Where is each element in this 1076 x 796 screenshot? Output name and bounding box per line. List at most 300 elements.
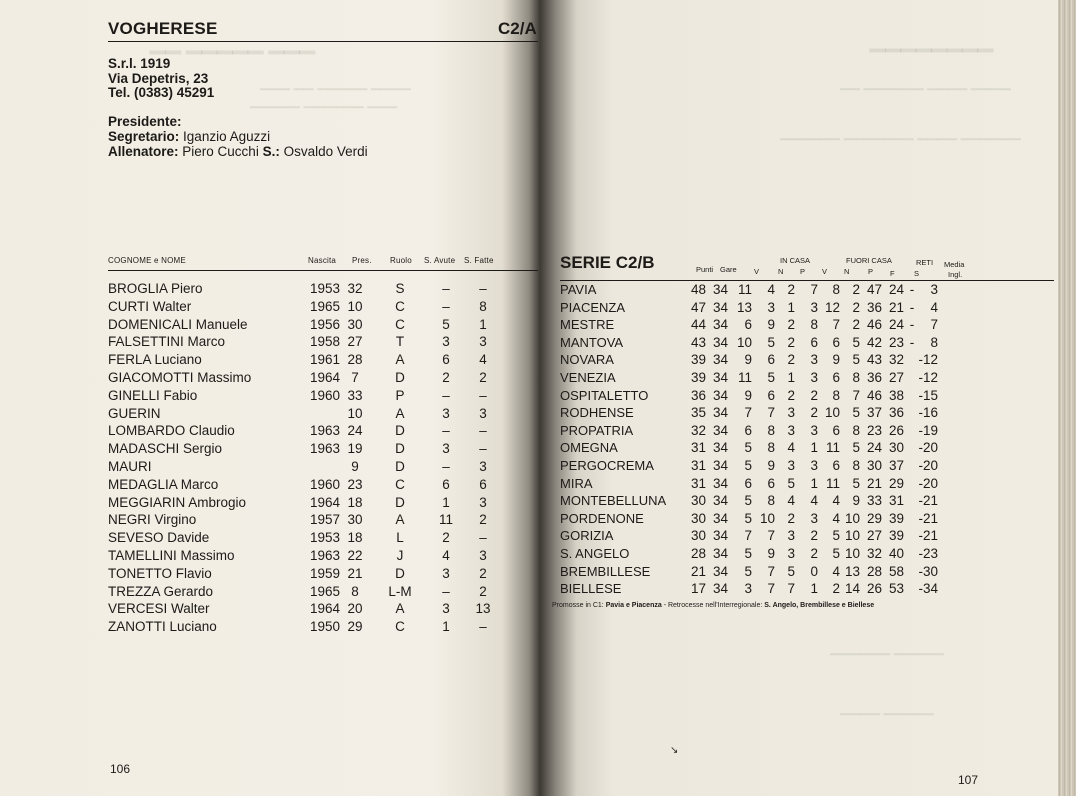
player-goals-for: 3 xyxy=(479,458,487,474)
team-games: 34 xyxy=(712,528,728,544)
media-inglese: -19 xyxy=(918,422,938,438)
player-appearances: 18 xyxy=(347,530,363,546)
player-appearances: 33 xyxy=(347,387,363,403)
player-name: MAURI xyxy=(108,458,152,474)
team-points: 39 xyxy=(690,352,706,368)
player-birth-year: 1964 xyxy=(310,369,341,385)
player-name: GUERIN xyxy=(108,405,161,421)
player-goals-against: 6 xyxy=(442,476,450,492)
home-draws: 4 xyxy=(767,282,775,297)
away-losses: 7 xyxy=(852,387,860,403)
away-wins: 7 xyxy=(810,282,818,297)
standings-row xyxy=(560,580,1060,598)
team-games: 34 xyxy=(712,317,728,333)
header-role: Ruolo xyxy=(390,256,412,265)
goals-for: 23 xyxy=(866,422,882,438)
team-games: 34 xyxy=(712,299,728,315)
player-role: T xyxy=(395,334,405,350)
bleed-through-text: ▁▁▁ ▁▁▁▁▁ ▁▁ xyxy=(150,32,315,54)
home-draws: 5 xyxy=(767,369,775,385)
home-losses: 5 xyxy=(787,475,795,491)
team-games: 34 xyxy=(712,475,728,491)
player-goals-for: – xyxy=(479,619,487,635)
away-wins: 2 xyxy=(810,545,818,561)
away-draws: 11 xyxy=(825,440,840,456)
away-losses: 5 xyxy=(852,440,860,456)
player-goals-for: 2 xyxy=(479,565,487,581)
player-row xyxy=(108,529,538,547)
team-name: PAVIA xyxy=(560,282,597,297)
team-points: 36 xyxy=(690,387,706,403)
media-inglese: -16 xyxy=(918,405,938,421)
player-goals-against: 1 xyxy=(442,494,450,510)
player-name: TREZZA Gerardo xyxy=(108,583,214,599)
home-draws: 6 xyxy=(767,387,775,403)
media-dash: - xyxy=(909,317,915,333)
away-draws: 4 xyxy=(832,493,840,509)
away-losses: 9 xyxy=(852,493,860,509)
away-wins: 3 xyxy=(810,422,818,438)
player-goals-for: 3 xyxy=(479,405,487,421)
goals-for: 29 xyxy=(866,510,882,526)
goals-against: 53 xyxy=(888,581,904,597)
away-draws: 8 xyxy=(832,387,840,403)
player-role: A xyxy=(395,405,405,421)
away-wins: 2 xyxy=(810,528,818,544)
away-losses: 5 xyxy=(852,475,860,491)
player-role: A xyxy=(395,601,405,617)
player-goals-against: 3 xyxy=(442,334,450,350)
away-draws: 6 xyxy=(832,457,840,473)
team-games: 34 xyxy=(712,422,728,438)
player-birth-year: 1963 xyxy=(310,423,341,439)
page-edges xyxy=(1058,0,1076,796)
away-losses: 10 xyxy=(844,510,860,526)
standings-row xyxy=(560,510,1060,528)
away-draws: 6 xyxy=(832,334,840,350)
away-losses: 5 xyxy=(852,352,860,368)
player-appearances: 7 xyxy=(351,369,359,385)
player-name: VERCESI Walter xyxy=(108,601,210,617)
team-name: OMEGNA xyxy=(560,440,618,456)
goals-against: 27 xyxy=(888,369,904,385)
media-inglese: -15 xyxy=(918,387,938,403)
player-role: S xyxy=(395,281,405,296)
player-goals-against: 5 xyxy=(442,316,450,332)
home-draws: 9 xyxy=(767,317,775,333)
team-games: 34 xyxy=(712,493,728,509)
team-games: 34 xyxy=(712,405,728,421)
team-points: 28 xyxy=(690,545,706,561)
away-losses: 10 xyxy=(844,528,860,544)
team-name: MONTEBELLUNA xyxy=(560,493,667,509)
goals-for: 43 xyxy=(866,352,882,368)
player-name: GINELLI Fabio xyxy=(108,387,198,403)
team-points: 30 xyxy=(690,528,706,544)
away-losses: 14 xyxy=(844,581,860,597)
home-draws: 7 xyxy=(767,405,775,421)
player-role: A xyxy=(395,512,405,528)
home-losses: 2 xyxy=(787,282,795,297)
player-birth-year: 1959 xyxy=(310,565,341,581)
away-draws: 5 xyxy=(832,528,840,544)
home-draws: 6 xyxy=(767,352,775,368)
away-wins: 3 xyxy=(810,352,818,368)
team-name: BIELLESE xyxy=(560,581,622,597)
footnote-lead: Promosse in C1: xyxy=(552,602,604,609)
goals-against: 23 xyxy=(888,334,904,350)
home-draws: 7 xyxy=(767,563,775,579)
player-goals-for: 8 xyxy=(479,298,487,314)
player-name: FALSETTINI Marco xyxy=(108,334,226,350)
team-name: S. ANGELO xyxy=(560,545,630,561)
player-goals-against: – xyxy=(442,583,450,599)
away-losses: 2 xyxy=(852,282,860,297)
away-draws: 9 xyxy=(832,352,840,368)
bleed-through-text: ▁▁▁▁▁▁▁▁ xyxy=(870,30,994,52)
team-games: 34 xyxy=(712,545,728,561)
header-goals-for: S. Fatte xyxy=(464,256,494,265)
player-role: D xyxy=(395,441,405,457)
header-rule xyxy=(108,41,538,42)
goals-against: 40 xyxy=(888,545,904,561)
team-games: 34 xyxy=(712,510,728,526)
player-appearances: 30 xyxy=(347,512,363,528)
coach-label: Allenatore: xyxy=(108,144,179,159)
away-losses: 5 xyxy=(852,334,860,350)
home-wins: 5 xyxy=(744,440,752,456)
player-role: J xyxy=(396,547,404,563)
standings-row xyxy=(560,439,1060,457)
player-goals-for: – xyxy=(479,441,487,457)
team-points: 35 xyxy=(690,405,706,421)
player-goals-for: 2 xyxy=(479,583,487,599)
player-goals-against: – xyxy=(442,423,450,439)
bleed-through-text: ▁▁▁▁▁ ▁▁▁▁▁▁ xyxy=(830,640,944,655)
club-phone: Tel. (0383) 45291 xyxy=(108,85,215,100)
media-inglese: 7 xyxy=(930,317,938,333)
goals-against: 32 xyxy=(888,352,904,368)
player-role: L-M xyxy=(388,583,412,599)
team-name: PIACENZA xyxy=(560,299,626,315)
home-losses: 1 xyxy=(787,299,795,315)
player-role: D xyxy=(395,369,405,385)
goals-against: 21 xyxy=(888,299,904,315)
player-name: MEDAGLIA Marco xyxy=(108,476,219,492)
home-losses: 7 xyxy=(787,581,795,597)
player-birth-year: 1965 xyxy=(310,583,341,599)
header-gare: Gare xyxy=(720,265,737,274)
player-goals-against: 3 xyxy=(442,565,450,581)
goals-for: 42 xyxy=(866,334,882,350)
home-losses: 2 xyxy=(787,510,795,526)
player-goals-for: 4 xyxy=(479,352,487,368)
home-draws: 10 xyxy=(759,510,775,526)
team-name: MIRA xyxy=(560,475,593,491)
player-row xyxy=(108,440,538,458)
team-points: 30 xyxy=(690,510,706,526)
player-birth-year: 1964 xyxy=(310,494,341,510)
goals-against: 58 xyxy=(888,563,904,579)
home-wins: 11 xyxy=(737,282,752,297)
home-losses: 4 xyxy=(787,440,795,456)
team-games: 34 xyxy=(712,581,728,597)
player-goals-for: – xyxy=(479,387,487,403)
player-role: D xyxy=(395,458,405,474)
player-appearances: 20 xyxy=(347,601,363,617)
away-losses: 2 xyxy=(852,317,860,333)
player-goals-against: 3 xyxy=(442,405,450,421)
away-draws: 7 xyxy=(832,317,840,333)
home-losses: 2 xyxy=(787,352,795,368)
player-appearances: 19 xyxy=(347,441,363,457)
team-points: 32 xyxy=(690,422,706,438)
home-losses: 2 xyxy=(787,387,795,403)
team-name: OSPITALETTO xyxy=(560,387,649,403)
footnote-promoted: Pavia e Piacenza xyxy=(605,602,662,609)
player-row xyxy=(108,547,538,565)
player-birth-year: 1958 xyxy=(310,334,341,350)
player-goals-for: 3 xyxy=(479,334,487,350)
secretary-label: Segretario: xyxy=(108,129,180,144)
player-name: TAMELLINI Massimo xyxy=(108,547,235,563)
player-row xyxy=(108,351,538,369)
home-draws: 7 xyxy=(767,581,775,597)
home-losses: 2 xyxy=(787,317,795,333)
goals-against: 29 xyxy=(888,475,904,491)
player-role: C xyxy=(395,476,405,492)
player-row xyxy=(108,316,538,334)
player-row xyxy=(108,600,538,618)
header-goals-s: S xyxy=(914,269,920,278)
footnote-relegated: S. Angelo, Brembillese e Biellese xyxy=(764,602,875,609)
home-wins: 6 xyxy=(744,475,752,491)
media-inglese: -30 xyxy=(918,563,938,579)
standings-row xyxy=(560,351,1060,369)
home-draws: 3 xyxy=(767,299,775,315)
goals-for: 46 xyxy=(866,387,882,403)
secretary-value: Iganzio Aguzzi xyxy=(183,129,271,144)
away-losses: 8 xyxy=(852,457,860,473)
goals-for: 28 xyxy=(866,563,882,579)
player-birth-year: 1963 xyxy=(310,547,341,563)
header-away-n: N xyxy=(844,267,850,276)
second-coach-value: Osvaldo Verdi xyxy=(283,144,368,159)
team-name: NOVARA xyxy=(560,352,614,368)
home-losses: 3 xyxy=(787,457,795,473)
away-losses: 2 xyxy=(852,299,860,315)
player-role: C xyxy=(395,298,405,314)
goals-against: 39 xyxy=(888,528,904,544)
goals-for: 26 xyxy=(866,581,882,597)
away-wins: 1 xyxy=(810,475,818,491)
player-appearances: 29 xyxy=(347,619,363,635)
goals-for: 21 xyxy=(866,475,882,491)
home-losses: 5 xyxy=(787,563,795,579)
player-name: BROGLIA Piero xyxy=(108,281,203,296)
standings-row xyxy=(560,492,1060,510)
team-name: PERGOCREMA xyxy=(560,457,654,473)
player-birth-year: 1953 xyxy=(310,281,341,296)
team-games: 34 xyxy=(712,282,728,297)
media-inglese: -21 xyxy=(918,493,938,509)
home-losses: 1 xyxy=(787,369,795,385)
player-row xyxy=(108,583,538,601)
away-losses: 8 xyxy=(852,369,860,385)
player-row xyxy=(108,298,538,316)
player-name: LOMBARDO Claudio xyxy=(108,423,235,439)
roster-rule xyxy=(108,270,538,271)
away-draws: 4 xyxy=(832,510,840,526)
player-appearances: 18 xyxy=(347,494,363,510)
bleed-through-text: ▁▁▁▁▁ ▁▁▁▁ xyxy=(840,700,934,715)
player-birth-year: 1963 xyxy=(310,441,341,457)
away-losses: 13 xyxy=(844,563,860,579)
team-games: 34 xyxy=(712,440,728,456)
player-role: L xyxy=(396,530,404,546)
player-goals-against: 3 xyxy=(442,441,450,457)
home-draws: 9 xyxy=(767,545,775,561)
player-appearances: 10 xyxy=(347,298,363,314)
player-appearances: 28 xyxy=(347,352,363,368)
away-wins: 8 xyxy=(810,317,818,333)
home-wins: 3 xyxy=(744,581,752,597)
second-coach-label: S.: xyxy=(262,144,280,159)
header-reti: RETI xyxy=(916,258,934,267)
media-dash: - xyxy=(909,299,915,315)
player-appearances: 24 xyxy=(347,423,363,439)
away-wins: 1 xyxy=(810,440,818,456)
team-points: 39 xyxy=(690,369,706,385)
standings-row xyxy=(560,387,1060,405)
team-games: 34 xyxy=(712,369,728,385)
away-draws: 10 xyxy=(824,405,840,421)
player-row xyxy=(108,405,538,423)
media-inglese: -21 xyxy=(918,510,938,526)
header-home-n: N xyxy=(778,267,784,276)
standings-row xyxy=(560,404,1060,422)
player-appearances: 8 xyxy=(351,583,359,599)
team-name: MESTRE xyxy=(560,317,615,333)
away-wins: 3 xyxy=(810,510,818,526)
footnote-middle: - Retrocesse nell'Interregionale: xyxy=(663,602,763,609)
away-draws: 2 xyxy=(832,581,840,597)
team-name: MANTOVA xyxy=(560,334,624,350)
player-role: C xyxy=(395,316,405,332)
player-appearances: 27 xyxy=(347,334,363,350)
away-wins: 2 xyxy=(810,405,818,421)
player-goals-against: – xyxy=(442,458,450,474)
home-wins: 5 xyxy=(744,493,752,509)
team-games: 34 xyxy=(712,387,728,403)
player-appearances: 9 xyxy=(351,458,359,474)
president-label: Presidente: xyxy=(108,114,182,129)
media-dash: - xyxy=(909,334,915,350)
player-name: ZANOTTI Luciano xyxy=(108,619,217,635)
media-inglese: -21 xyxy=(918,528,938,544)
standings-row xyxy=(560,369,1060,387)
player-row xyxy=(108,565,538,583)
standings-row xyxy=(560,422,1060,440)
home-wins: 10 xyxy=(736,334,752,350)
header-fuori-casa: FUORI CASA xyxy=(846,256,892,265)
goals-for: 24 xyxy=(866,440,882,456)
goals-for: 46 xyxy=(866,317,882,333)
goals-for: 47 xyxy=(866,282,882,297)
media-inglese: -12 xyxy=(918,369,938,385)
team-name: BREMBILLESE xyxy=(560,563,651,579)
away-wins: 1 xyxy=(810,581,818,597)
media-inglese: -20 xyxy=(918,440,938,456)
series-code: C2/A xyxy=(498,19,537,38)
player-birth-year: 1960 xyxy=(310,387,341,403)
player-goals-against: 4 xyxy=(442,547,450,563)
player-row xyxy=(108,458,538,476)
header-away-p: P xyxy=(868,267,874,276)
team-games: 34 xyxy=(712,334,728,350)
goals-for: 36 xyxy=(866,369,882,385)
goals-against: 24 xyxy=(888,282,904,297)
away-wins: 0 xyxy=(810,563,818,579)
player-row xyxy=(108,422,538,440)
player-goals-for: 6 xyxy=(479,476,487,492)
team-points: 31 xyxy=(690,457,706,473)
home-wins: 6 xyxy=(744,317,752,333)
standings-table xyxy=(560,281,1060,598)
header-media: Media xyxy=(944,260,965,269)
goals-against: 38 xyxy=(888,387,904,403)
standings-row xyxy=(560,527,1060,545)
player-birth-year: 1961 xyxy=(310,352,341,368)
standings-row xyxy=(560,316,1060,334)
home-wins: 9 xyxy=(744,387,752,403)
player-birth-year: 1950 xyxy=(310,619,341,635)
goals-for: 32 xyxy=(866,545,882,561)
club-founding: S.r.l. 1919 xyxy=(108,56,171,71)
player-goals-against: – xyxy=(442,281,450,296)
player-goals-against: 1 xyxy=(442,619,450,635)
away-draws: 5 xyxy=(832,545,840,561)
header-in-casa: IN CASA xyxy=(780,256,811,265)
player-row xyxy=(108,369,538,387)
media-inglese: 3 xyxy=(930,282,938,297)
team-name: RODHENSE xyxy=(560,405,634,421)
player-appearances: 23 xyxy=(347,476,363,492)
goals-against: 31 xyxy=(888,493,904,509)
standings-row xyxy=(560,281,1060,299)
player-goals-for: 1 xyxy=(479,316,487,332)
player-appearances: 10 xyxy=(347,405,363,421)
team-points: 31 xyxy=(690,440,706,456)
standings-row xyxy=(560,475,1060,493)
team-points: 48 xyxy=(690,282,706,297)
team-name: PROPATRIA xyxy=(560,422,634,438)
goals-for: 36 xyxy=(866,299,882,315)
team-points: 43 xyxy=(690,334,706,350)
standings-header xyxy=(690,256,1050,282)
home-losses: 3 xyxy=(787,545,795,561)
player-birth-year: 1953 xyxy=(310,530,341,546)
player-goals-for: 2 xyxy=(479,369,487,385)
pen-mark: ↘ xyxy=(670,745,679,756)
player-goals-against: 11 xyxy=(438,512,453,528)
home-wins: 9 xyxy=(744,352,752,368)
team-points: 44 xyxy=(690,317,706,333)
media-inglese: -34 xyxy=(918,581,938,597)
team-games: 34 xyxy=(712,352,728,368)
player-role: D xyxy=(395,494,405,510)
goals-for: 27 xyxy=(866,528,882,544)
